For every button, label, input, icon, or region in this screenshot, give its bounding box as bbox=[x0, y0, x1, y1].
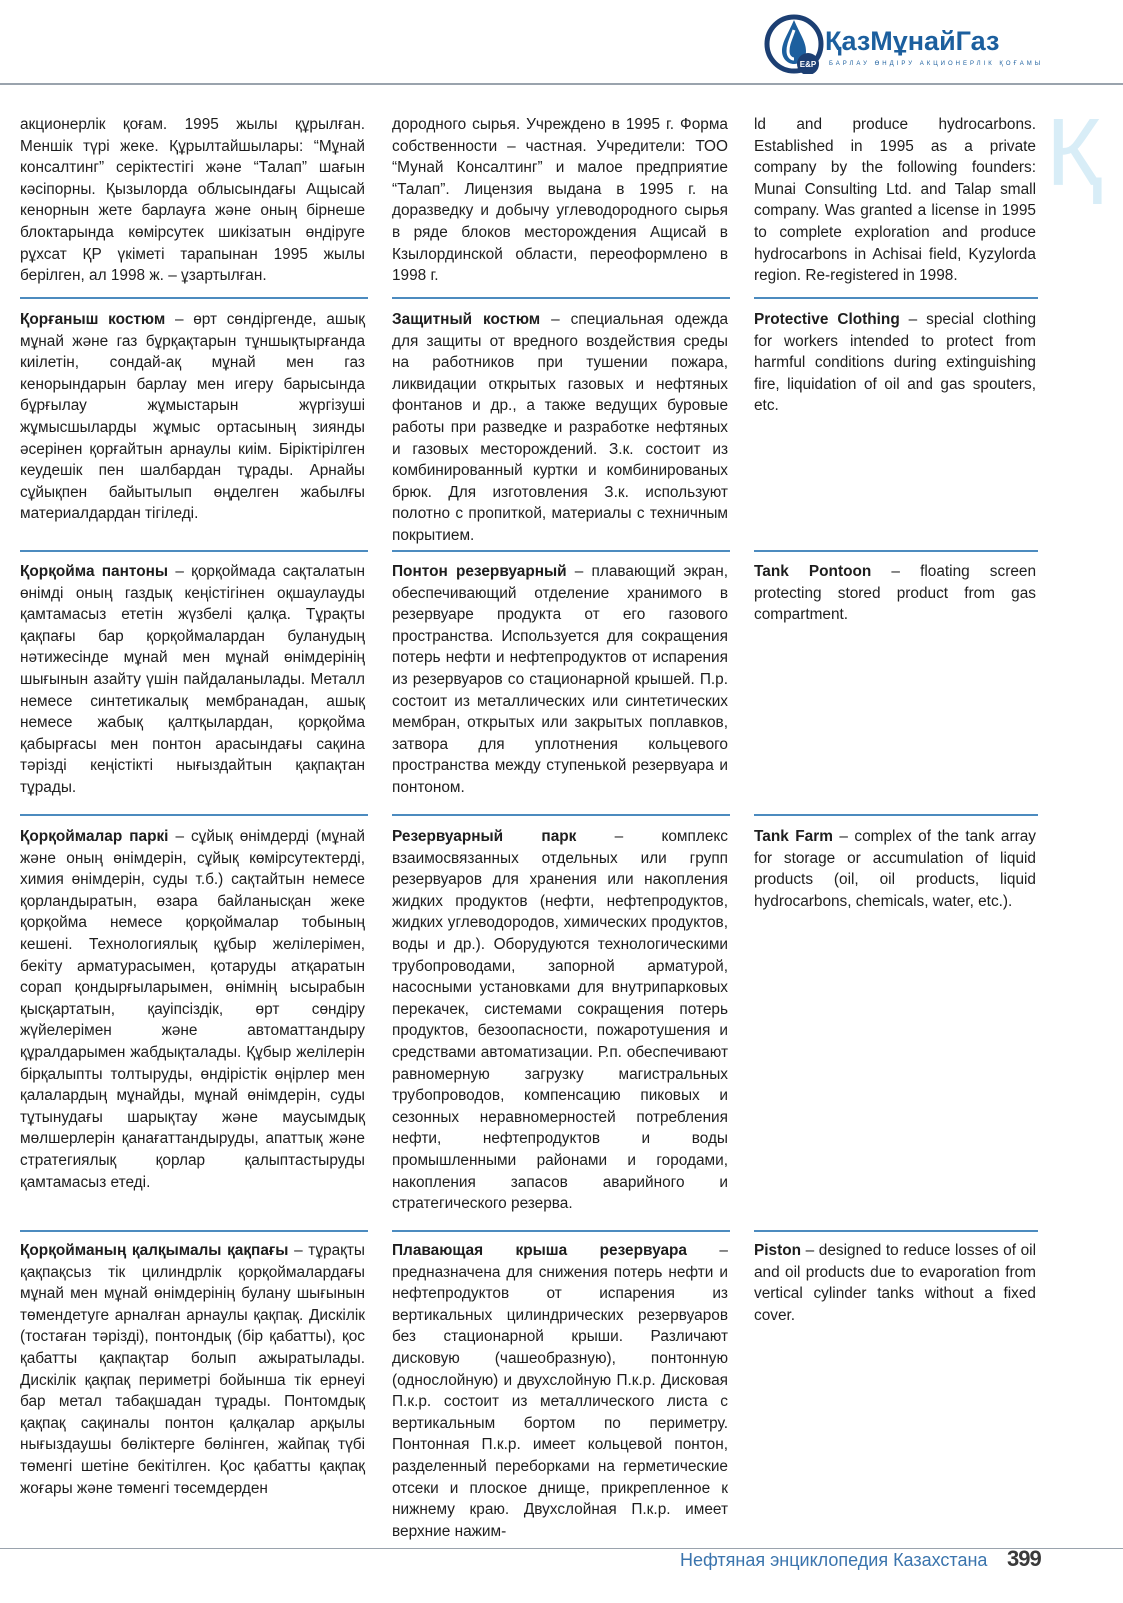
header-divider bbox=[0, 83, 1123, 85]
entry-kz bbox=[20, 114, 365, 287]
term-en: Protective Clothing bbox=[754, 311, 900, 328]
entry-kz bbox=[20, 309, 365, 525]
definition-kz: акционерлік қоғам. 1995 жылы құрылған. Меншік түрі жеке. Құрылтайшылары: “Мұнай консалтинг” серіктестігі және “Талап” шағын кәсіпорны. Қызылорда облысындағы Ащысай кенорнын жете барлауға және оның бірнеше блоктарында көмірсутек шикізатын өндіруге рұхсат ҚР үкіметі тарапынан 1995 жылы берілген, ал 1998 ж. – ұзартылған. bbox=[20, 116, 365, 285]
entry-separator bbox=[20, 814, 368, 816]
entry-separator bbox=[754, 814, 1038, 816]
logo-tagline: БАРЛАУ ӨНДІРУ АКЦИОНЕРЛІК ҚОҒАМЫ bbox=[829, 61, 1044, 67]
entry-en bbox=[754, 561, 1036, 626]
publication-title: Нефтяная энциклопедия Казахстана bbox=[680, 1550, 988, 1570]
entry-separator bbox=[392, 1230, 730, 1232]
entry-separator bbox=[20, 550, 368, 552]
term-kz: Қорғаныш костюм bbox=[20, 311, 166, 328]
entry-ru bbox=[392, 1240, 728, 1542]
entry-en bbox=[754, 826, 1036, 912]
term-kz: Қорқойма пантоны bbox=[20, 563, 169, 580]
definition-ru: – специальная одежда для защиты от вредного воздействия среды на работников при тушении пожара, ликвидации открытых газовых и нефтяных фонтанов и др., а также ведущих буровые работы при разведке и разработке нефтяных и газовых месторождений. З.к. состоит из комбинированный куртки и комбинированых брюк. Для изготовления З.к. используют полотно с пропиткой, материалы с техничным покрытием. bbox=[392, 311, 728, 544]
term-ru: Плавающая крыша резервуара bbox=[392, 1242, 687, 1259]
entry-separator bbox=[20, 297, 368, 299]
footer-divider bbox=[0, 1548, 1123, 1549]
entry-separator bbox=[392, 814, 730, 816]
page-number: 399 bbox=[1007, 1546, 1041, 1571]
definition-en: – complex of the tank array for storage or accumulation of liquid products (oil, oil products, liquid hydrocarbons, chemicals, water, etc.). bbox=[754, 828, 1036, 910]
entry-separator bbox=[392, 297, 730, 299]
definition-ru: – плавающий экран, обеспечивающий отделение хранимого в резервуаре продукта от его газового пространства. Используется для сокращения потерь нефти и нефтепродуктов от испарения из резервуаров со стационарной крышей. П.р. состоит из металлических или синтетических мембран, открытых или закрытых поплавков, затвора для уплотнения кольцевого пространства между ступенькой резервуара и понтоном. bbox=[392, 563, 728, 796]
term-kz: Қорқойманың қалқымалы қақпағы bbox=[20, 1242, 289, 1259]
entry-separator bbox=[754, 1230, 1038, 1232]
logo-badge: E&P bbox=[799, 60, 817, 69]
definition-kz: – қорқоймада сақталатын өнімді оның газдық кеңістігінен оқшаулауды қамтамасыз ететін жүзбелі қалқа. Тұрақты қақпағы бар қорқоймалардан буланудың нәтижесінде мұнай мен мұнай өнімдерінің шығынын азайту үшін пайдаланылады. Металл немесе синтетикалық мембранадан, ашық немесе жабық қалтқылардан, қорқойма қабырғасы мен понтон арасындағы сақина тәрізді кеңістікті нығыздайтын қақпақтан тұрады. bbox=[20, 563, 366, 796]
entry-separator bbox=[20, 1230, 368, 1232]
entry-en bbox=[754, 114, 1036, 287]
company-logo bbox=[763, 10, 1043, 76]
entry-separator bbox=[754, 297, 1038, 299]
entry-ru bbox=[392, 309, 728, 547]
entry-kz bbox=[20, 826, 365, 1193]
definition-kz: – тұрақты қақпақсыз тік цилиндрлік қорқоймалардағы мұнай мен мұнай өнімдерінің булану шығынын төмендетуге арналған арнаулы қақпақ. Дискілік (тостаған тәрізді), понтондық (бір қабатты), қос қабатты қақпақтар болып ажыратылады. Дискілік қақпақ периметрі бойынша тік ернеуі бар метал табақшадан тұрады. Понтомдық қақпақ сақиналы понтон қалқалар арқылы нығыздаушы бөліктерге бөлінген, жайпақ түбі төменгі шетіне бекітілген. Қос қабатты қақпақ жоғары және төменгі төсемдерден bbox=[20, 1242, 365, 1497]
definition-en: – floating screen protecting stored product from gas compartment. bbox=[754, 563, 1037, 624]
definition-en: – designed to reduce losses of oil and oil products due to evaporation from vertical cylinder tanks without a fixed cover. bbox=[754, 1242, 1036, 1324]
term-en: Tank Farm bbox=[754, 828, 833, 845]
entry-separator bbox=[754, 550, 1038, 552]
section-letter-tab: Қ bbox=[1046, 99, 1102, 206]
term-ru: Защитный костюм bbox=[392, 311, 541, 328]
definition-kz: – өрт сөндіргенде, ашық мұнай және газ бұрқақтарын тұншықтырғанда киілетін, сондай-ақ мұнай мен газ кенорындарын барлау мен игеру барысында бұрғылау жұмыстарын жүргізуші жұмысшыларды жұмыс ортасының зиянды әсерінен қорғайтын арнаулы киім. Біріктірілген кеудешік пен шалбардан тұрады. Арнайы сұйықпен байытылып өңделген жабылғы материалдардан тігіледі. bbox=[20, 311, 365, 523]
entry-ru bbox=[392, 561, 728, 799]
entry-ru bbox=[392, 826, 728, 1215]
entry-ru bbox=[392, 114, 728, 287]
definition-kz: – сұйық өнімдерді (мұнай және оның өнімдерін, сұйық көмірсутектерді, химия өнімдерін, суды т.б.) сақтайтын немесе қорландыратын, өзара байланысқан жеке қорқойма немесе қорқоймалар тобының кешені. Технологиялық құбыр желілерімен, бекіту арматурасымен, қотаруды атқаратын сорап қондырғыларымен, өнімнің ысырабын қысқартатын, қауіпсіздік, өрт сөндіру жүйелерімен және автоматтандыру құралдарымен жабдықталады. Құбыр желілерін бірқалыпты толтыруды, өндірістік өңірлер мен қалалардың мұнайды, мұнай өнімдерін, суды тұтынудағы шарықтау және маусымдық мөлшерлерін қанағаттандыруды, апаттық және стратегиялық қорлар қалыптастыруды қамтамасыз етеді. bbox=[20, 828, 365, 1191]
entry-kz bbox=[20, 1240, 365, 1499]
term-en: Tank Pontoon bbox=[754, 563, 872, 580]
logo-brand-name: ҚазМұнайГаз bbox=[825, 26, 1000, 56]
entry-en bbox=[754, 309, 1036, 417]
term-ru: Понтон резервуарный bbox=[392, 563, 567, 580]
term-en: Piston bbox=[754, 1242, 802, 1259]
definition-en: ld and produce hydrocarbons. Established in 1995 as a private company by the following founders: Munai Consulting Ltd. and Talap small company. Was granted a license in 1995 to complete exploration and produce hydrocarbons in Achisai field, Kyzylorda region. Re-registered in 1998. bbox=[754, 116, 1036, 285]
definition-ru: дородного сырья. Учреждено в 1995 г. Форма собственности – частная. Учредители: ТОО “Мунай Консалтинг” и малое предприятие “Талап”. Лицензия выдана в 1995 г. на доразведку и добычу углеводородного сырья в ряде блоков месторождения Ащисай в Кзылординской области, переоформлено в 1998 г. bbox=[392, 116, 728, 285]
definition-en: – special clothing for workers intended to protect from harmful conditions during extinguishing fire, liquidation of oil and gas spouters, etc. bbox=[754, 311, 1036, 415]
term-ru: Резервуарный парк bbox=[392, 828, 577, 845]
entry-separator bbox=[392, 550, 730, 552]
kazmunaygaz-emblem-icon bbox=[763, 12, 825, 74]
entry-kz bbox=[20, 561, 365, 799]
definition-ru: – комплекс взаимосвязанных отдельных или групп резервуаров для хранения или накопления жидких продуктов (нефти, нефтепродуктов, жидких углеводородов, химических продуктов, воды и др.). Оборудуются технологическими трубопроводами, запорной арматурой, насосными установками для внутрипарковых перекачек, системами сокращения потерь продуктов, безоопасности, пожаротушения и средствами автоматизации. Р.п. обеспечивают равномерную загрузку магистральных трубопроводов, компенсацию пиковых и сезонных неравномерностей потребления нефти, нефтепродуктов и воды промышленными районами и городами, накопления запасов аварийного и стратегического резерва. bbox=[392, 828, 728, 1213]
definition-ru: – предназначена для снижения потерь нефти и нефтепродуктов от испарения из вертикальных цилиндрических резервуаров без стационарной крыши. Различают дисковую (чашеобразную), понтонную (однослойную) и двухслойную П.к.р. Дисковая П.к.р. состоит из металлического листа с вертикальным бортом по периметру. Понтонная П.к.р. имеет кольцевой понтон, разделенный переборками на герметические отсеки и плоское днище, прикрепленное к нижнему краю. Двухслойная П.к.р. имеет верхние нажим- bbox=[392, 1242, 728, 1540]
term-kz: Қорқоймалар паркі bbox=[20, 828, 169, 845]
entry-en bbox=[754, 1240, 1036, 1326]
